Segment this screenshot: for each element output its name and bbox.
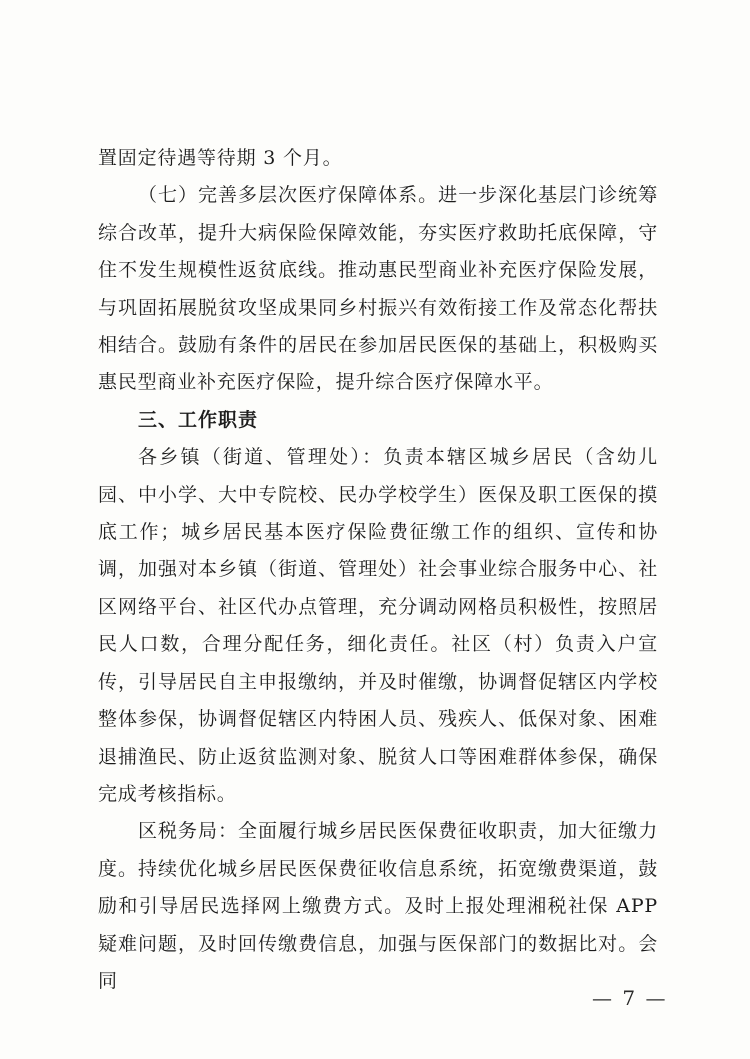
section-heading: 三、工作职责 <box>138 408 259 431</box>
page-number: — 7 — <box>592 986 668 1010</box>
paragraph-townships: 各乡镇（街道、管理处）：负责本辖区城乡居民（含幼儿园、中小学、大中专院校、民办学校学生）医保及职工医保的摸底工作；城乡居民基本医疗保险费征缴工作的组织、宣传和协调，加强对本乡镇（街道、管理处）社会事业综合服务中心、社区网络平台、社区代办点管理，充分调动网格员积极性，按照居民人口数，合理分配任务，细化责任。社区（村）负责入户宣传，引导居民自主申报缴纳，并及时催缴，协调督促辖区内学校整体参保，协调督促辖区内特困人员、残疾人、低保对象、困难退捕渔民、防止返贫监测对象、脱贫人口等困难群体参保，确保完成考核指标。 <box>98 446 658 805</box>
paragraph-item-seven: （七）完善多层次医疗保障体系。进一步深化基层门诊统筹综合改革，提升大病保险保障效能，夯实医疗救助托底保障，守住不发生规模性返贫底线。推动惠民型商业补充医疗保险发展，与巩固拓展脱贫攻坚成果同乡村振兴有效衔接工作及常态化帮扶相结合。鼓励有条件的居民在参加居民医保的基础上，积极购买惠民型商业补充医疗保险，提升综合医疗保障水平。 <box>98 184 658 394</box>
paragraph-tax-bureau: 区税务局：全面履行城乡居民医保费征收职责，加大征缴力度。持续优化城乡居民医保费征收信息系统，拓宽缴费渠道，鼓励和引导居民选择网上缴费方式。及时上报处理湘税社保 APP 疑难问题，及时回传缴费信息，加强与医保部门的数据比对。会同 <box>98 820 658 992</box>
body-text <box>98 140 658 1000</box>
paragraph-continuation: 置固定待遇等待期 3 个月。 <box>98 147 343 169</box>
